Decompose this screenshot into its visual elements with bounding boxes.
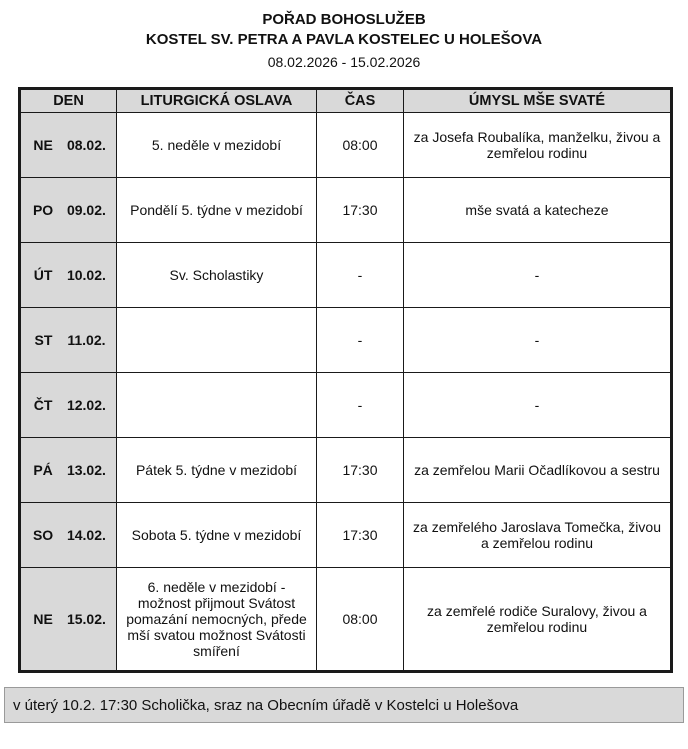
intention-cell: - [404, 308, 672, 373]
day-label: ÚT [33, 267, 53, 284]
celebration-cell: Pondělí 5. týdne v mezidobí [117, 178, 317, 243]
date-label: 11.02. [67, 332, 106, 349]
column-header-liturgicka-oslava: LITURGICKÁ OSLAVA [117, 89, 317, 113]
table-body [20, 113, 672, 672]
time-cell: - [317, 308, 404, 373]
day-label: SO [32, 527, 54, 544]
day-cell [20, 308, 117, 373]
page-subtitle: KOSTEL SV. PETRA A PAVLA KOSTELEC U HOLEŠOVA [145, 31, 543, 49]
celebration-cell: Sv. Scholastiky [117, 243, 317, 308]
date-label: 08.02. [66, 137, 106, 154]
schedule-table [18, 87, 673, 673]
date-label: 09.02. [66, 202, 106, 219]
intention-cell: za zemřelého Jaroslava Tomečka, živou a zemřelou rodinu [404, 503, 672, 568]
time-cell: 17:30 [317, 438, 404, 503]
intention-cell: za Josefa Roubalíka, manželku, živou a zemřelou rodinu [404, 113, 672, 178]
day-label: ČT [33, 397, 53, 414]
time-cell: 08:00 [317, 113, 404, 178]
day-cell [20, 373, 117, 438]
time-cell: - [317, 243, 404, 308]
footer-note-text: v úterý 10.2. 17:30 Scholička, sraz na Obecním úřadě v Kostelci u Holešova [13, 696, 519, 714]
time-cell: - [317, 373, 404, 438]
column-header-umysl: ÚMYSL MŠE SVATÉ [404, 89, 672, 113]
day-cell [20, 438, 117, 503]
table-row [20, 113, 672, 178]
intention-cell: za zemřelou Marii Očadlíkovou a sestru [404, 438, 672, 503]
footer-note [4, 687, 684, 723]
table-row [20, 243, 672, 308]
intention-cell: - [404, 243, 672, 308]
day-cell [20, 568, 117, 672]
day-label: PÁ [33, 462, 53, 479]
day-label: NE [33, 611, 53, 628]
table-header-row [20, 89, 672, 113]
day-cell [20, 243, 117, 308]
celebration-cell: Sobota 5. týdne v mezidobí [117, 503, 317, 568]
table-row [20, 503, 672, 568]
celebration-cell [117, 373, 317, 438]
day-label: ST [34, 332, 53, 349]
celebration-cell: Pátek 5. týdne v mezidobí [117, 438, 317, 503]
intention-cell: za zemřelé rodiče Suralovy, živou a zemřelou rodinu [404, 568, 672, 672]
day-cell [20, 113, 117, 178]
table-row [20, 308, 672, 373]
intention-cell: - [404, 373, 672, 438]
document-header [0, 10, 688, 71]
day-label: NE [33, 137, 53, 154]
date-label: 15.02. [66, 611, 106, 628]
table-row [20, 178, 672, 243]
date-label: 13.02. [66, 462, 106, 479]
date-label: 10.02. [66, 267, 106, 284]
table-row [20, 373, 672, 438]
day-label: PO [32, 202, 54, 219]
date-label: 14.02. [66, 527, 106, 544]
date-label: 12.02. [66, 397, 106, 414]
column-header-den: DEN [20, 89, 117, 113]
time-cell: 17:30 [317, 178, 404, 243]
intention-cell: mše svatá a katecheze [404, 178, 672, 243]
celebration-cell: 6. neděle v mezidobí - možnost přijmout Svátost pomazání nemocných, přede mší svatou možnost Svátosti smíření [117, 568, 317, 672]
celebration-cell: 5. neděle v mezidobí [117, 113, 317, 178]
day-cell [20, 178, 117, 243]
page-title: POŘAD BOHOSLUŽEB [262, 11, 426, 28]
column-header-cas: ČAS [317, 89, 404, 113]
time-cell: 08:00 [317, 568, 404, 672]
celebration-cell [117, 308, 317, 373]
table-row [20, 568, 672, 672]
table-row [20, 438, 672, 503]
day-cell [20, 503, 117, 568]
time-cell: 17:30 [317, 503, 404, 568]
date-range: 08.02.2026 - 15.02.2026 [267, 53, 421, 70]
